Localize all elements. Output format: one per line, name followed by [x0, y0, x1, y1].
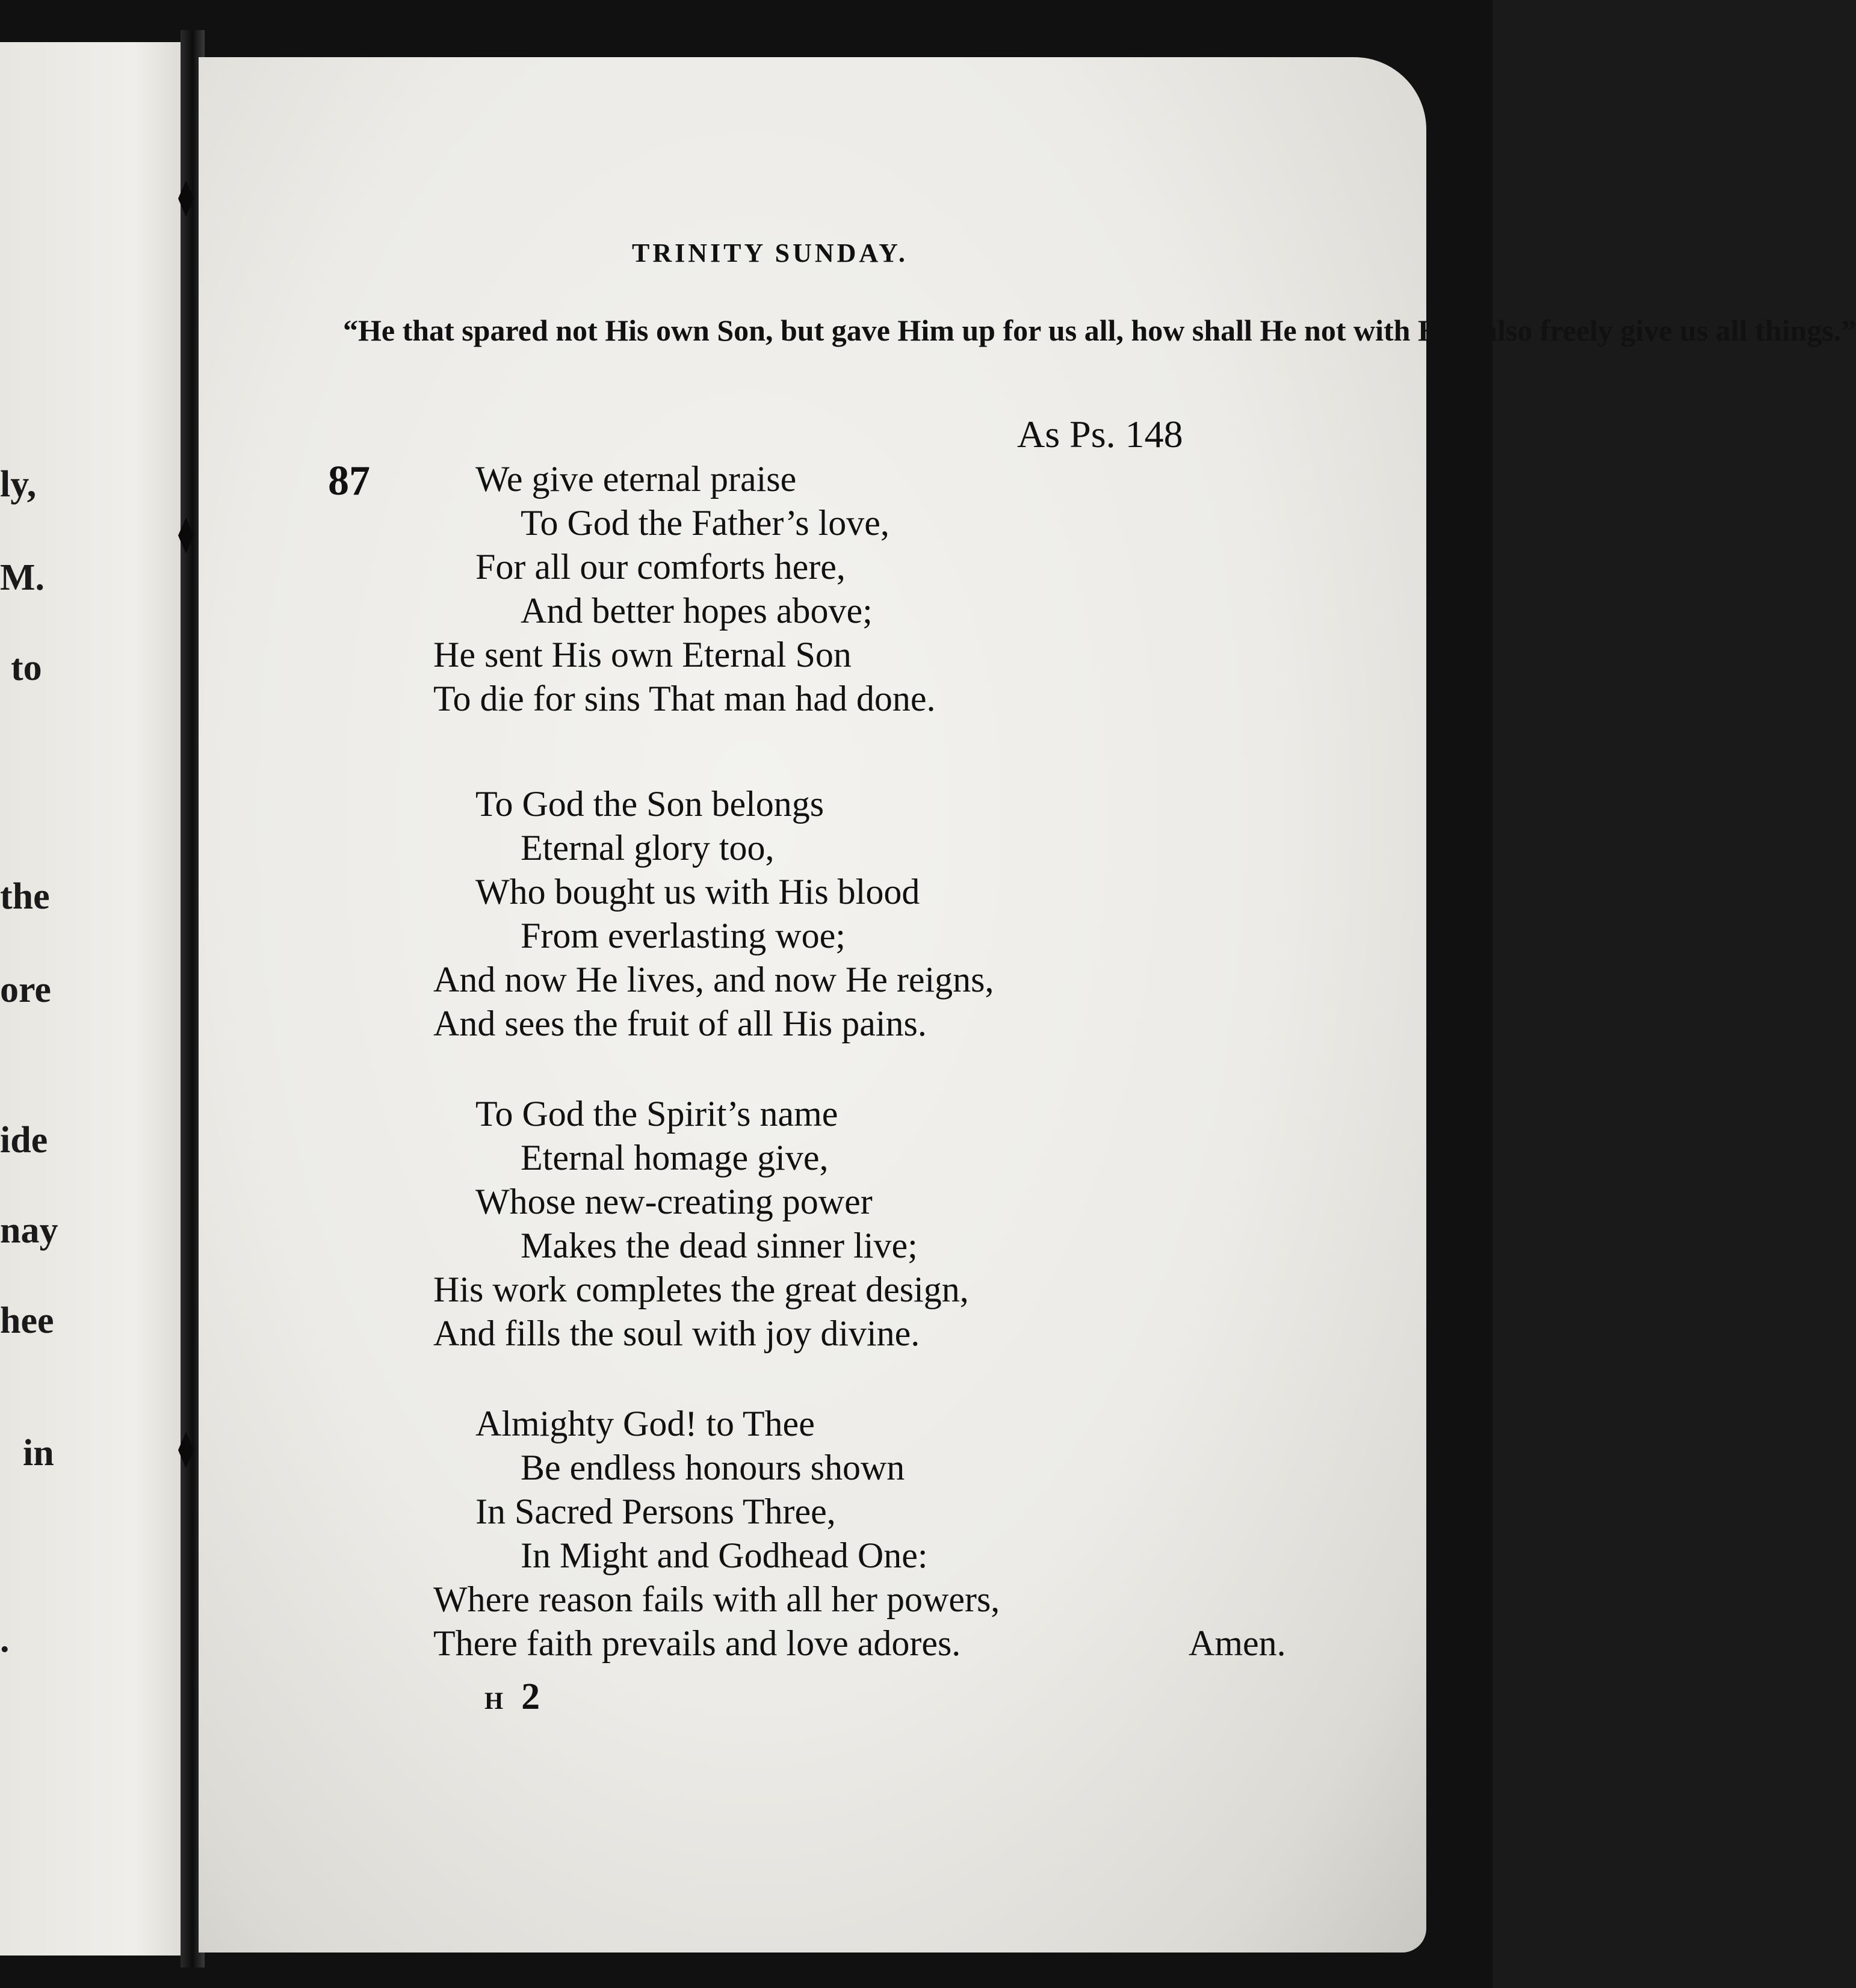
signature-number: 2 [521, 1676, 540, 1717]
hymn-line: And now He lives, and now He reigns, [433, 960, 994, 999]
hymn-line: We give eternal praise [475, 459, 797, 499]
hymn-line: Eternal glory too, [521, 828, 775, 868]
hymn-line: And fills the soul with joy divine. [433, 1314, 920, 1353]
hymn-line: Who bought us with His blood [475, 872, 920, 912]
hymn-line: There faith prevails and love adores. [433, 1623, 961, 1663]
left-fragment: to [11, 647, 42, 688]
epigraph: “He that spared not His own Son, but gave Him up for us all, how shall He not with Him also freely give us all things.” [343, 313, 1856, 347]
left-facing-page [0, 42, 193, 1956]
signature-mark [484, 1676, 540, 1718]
left-fragment: in [23, 1433, 54, 1474]
hymn-line: And sees the fruit of all His pains. [433, 1004, 927, 1043]
page-heading: TRINITY SUNDAY. [632, 238, 908, 268]
hymn-line: For all our comforts here, [475, 547, 846, 587]
left-fragment: M. [0, 557, 45, 598]
hymn-page [199, 57, 1856, 1952]
hymn-line: Whose new-creating power [475, 1182, 873, 1221]
hymn-line: In Sacred Persons Three, [475, 1492, 836, 1531]
hymn-line: To God the Spirit’s name [475, 1094, 838, 1134]
tune-reference: As Ps. 148 [1017, 413, 1183, 455]
left-fragment: ide [0, 1120, 48, 1161]
left-fragment: nay [0, 1210, 58, 1251]
hymn-line: His work completes the great design, [433, 1270, 969, 1309]
signature-letter: H [484, 1687, 504, 1714]
hymn-line: Almighty God! to Thee [475, 1404, 815, 1443]
left-fragment: ly, [0, 464, 37, 505]
left-fragment: . [0, 1619, 10, 1660]
hymn-line: To God the Son belongs [475, 784, 824, 824]
left-fragment: hee [0, 1300, 54, 1341]
hymn-line: Be endless honours shown [521, 1448, 905, 1487]
left-fragment: the [0, 876, 50, 917]
hymn-number: 87 [328, 458, 370, 504]
hymn-line: To die for sins That man had done. [433, 679, 936, 718]
left-fragment: ore [0, 969, 51, 1010]
hymn-line: And better hopes above; [521, 591, 873, 631]
hymn-line: In Might and Godhead One: [521, 1536, 928, 1575]
hymn-line: Eternal homage give, [521, 1138, 829, 1178]
hymn-line: To God the Father’s love, [521, 503, 889, 543]
hymn-line: Makes the dead sinner live; [521, 1226, 918, 1265]
amen: Amen. [1189, 1623, 1286, 1663]
hymn-line: He sent His own Eternal Son [433, 635, 852, 674]
hymn-line: From everlasting woe; [521, 916, 846, 955]
hymn-line: Where reason fails with all her powers, [433, 1579, 1000, 1619]
